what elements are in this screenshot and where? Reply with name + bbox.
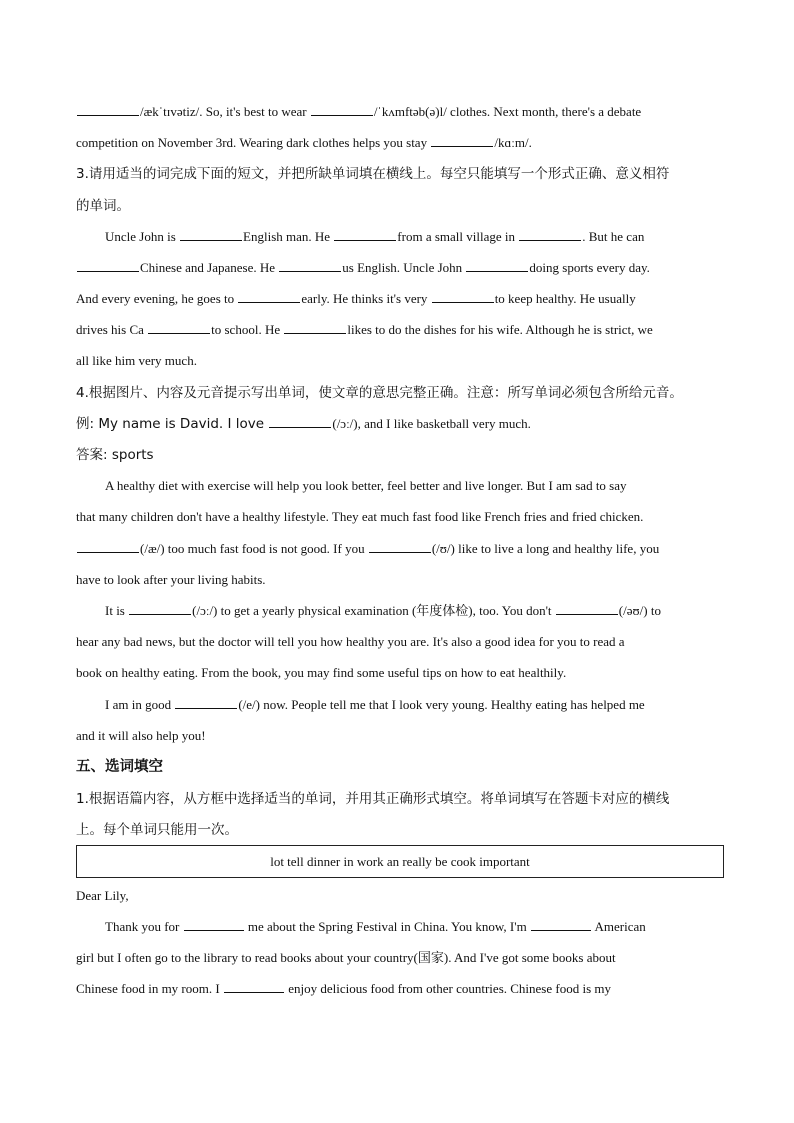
q3-text: us English. Uncle John	[342, 260, 466, 275]
q2-line-2	[76, 135, 726, 151]
q3-text: Chinese and Japanese. He	[140, 260, 279, 275]
answer-blank[interactable]	[284, 322, 346, 334]
section-heading: 五、选词填空	[76, 759, 163, 775]
answer-blank[interactable]	[238, 291, 300, 303]
s5-instruction-cont: 上。每个单词只能用一次。	[76, 822, 238, 838]
q4-paragraph-line: and it will also help you!	[76, 728, 206, 743]
answer-blank[interactable]	[279, 260, 341, 272]
q4-example	[76, 416, 726, 432]
q3-text: doing sports every day.	[529, 260, 650, 275]
q4-paragraph-line: book on healthy eating. From the book, you may find some useful tips on how to eat healthily.	[76, 665, 567, 680]
q3-text: from a small village in	[397, 229, 519, 244]
q4-paragraph-line	[105, 603, 726, 619]
answer-blank[interactable]	[311, 104, 373, 116]
q4-example-text: (/ɔː/), and I like basketball very much.	[332, 416, 531, 431]
answer-blank[interactable]	[556, 603, 618, 615]
q4-text: (/æ/) too much fast food is not good. If you	[140, 541, 368, 556]
q3-paragraph-line	[105, 229, 726, 245]
answer-blank[interactable]	[77, 541, 139, 553]
q3-text: Uncle John is	[105, 229, 180, 244]
answer-blank[interactable]	[77, 104, 139, 116]
q3-instruction: 3.请用适当的词完成下面的短文，并把所缺单词填在横线上。每空只能填写一个形式正确、意义相符	[76, 166, 670, 182]
q4-paragraph-line	[105, 697, 726, 713]
answer-blank[interactable]	[466, 260, 528, 272]
answer-blank[interactable]	[184, 919, 244, 931]
answer-blank[interactable]	[224, 981, 284, 993]
letter-line	[105, 919, 726, 935]
q4-text: (/ɔː/) to get a yearly physical examination (年度体检), too. You don't	[192, 603, 555, 618]
letter-text: enjoy delicious food from other countries. Chinese food is my	[284, 981, 611, 996]
q2-line-1	[76, 104, 726, 120]
letter-text: me about the Spring Festival in China. You know, I'm	[244, 919, 530, 934]
q3-text: likes to do the dishes for his wife. Although he is strict, we	[347, 322, 653, 337]
q4-example-text: 例: My name is David. I love	[76, 416, 269, 432]
q4-text: (/ʊ/) like to live a long and healthy life, you	[431, 541, 660, 556]
letter-text: Thank you for	[105, 919, 183, 934]
q4-text: (/əʊ/) to	[618, 603, 661, 618]
answer-blank[interactable]	[334, 229, 396, 241]
answer-blank[interactable]	[77, 260, 139, 272]
q3-paragraph-line	[76, 260, 726, 276]
q2-text: competition on November 3rd. Wearing dark clothes helps you stay	[76, 135, 431, 150]
answer-blank[interactable]	[148, 322, 210, 334]
q2-text: /ækˈtɪvətiz/. So, it's best to wear	[140, 104, 310, 119]
q4-paragraph-line: that many children don't have a healthy lifestyle. They eat much fast food like French fries and fried chicken.	[76, 509, 644, 524]
q3-text: to keep healthy. He usually	[494, 291, 636, 306]
q3-text: And every evening, he goes to	[76, 291, 238, 306]
word-bank-box	[76, 845, 724, 878]
answer-blank[interactable]	[432, 291, 494, 303]
q3-text: drives his Ca	[76, 322, 148, 337]
q4-example-answer	[76, 447, 726, 463]
q3-instruction-cont: 的单词。	[76, 198, 130, 214]
answer-blank[interactable]	[531, 919, 591, 931]
q4-paragraph-line	[76, 541, 726, 557]
q4-text: (/e/) now. People tell me that I look very young. Healthy eating has helped me	[238, 697, 645, 712]
answer-blank[interactable]	[269, 416, 331, 428]
letter-text: Chinese food in my room. I	[76, 981, 223, 996]
letter-text: American	[591, 919, 646, 934]
answer-blank[interactable]	[369, 541, 431, 553]
letter-greeting: Dear Lily,	[76, 888, 129, 903]
answer-blank[interactable]	[519, 229, 581, 241]
q2-text: /kɑːm/.	[494, 135, 532, 150]
word-bank-text: lot tell dinner in work an really be cook important	[270, 854, 530, 869]
answer-blank[interactable]	[180, 229, 242, 241]
q3-paragraph-line	[76, 322, 726, 338]
answer-blank[interactable]	[431, 135, 493, 147]
q3-text: . But he can	[582, 229, 645, 244]
q3-paragraph-line	[76, 291, 726, 307]
q4-text: I am in good	[105, 697, 175, 712]
q4-paragraph-line: hear any bad news, but the doctor will tell you how healthy you are. It's also a good idea for you to read a	[76, 634, 625, 649]
q4-instruction: 4.根据图片、内容及元音提示写出单词，使文章的意思完整正确。注意：所写单词必须包含所给元音。	[76, 385, 683, 401]
q4-paragraph-line: have to look after your living habits.	[76, 572, 266, 587]
answer-blank[interactable]	[129, 603, 191, 615]
q3-text: early. He thinks it's very	[301, 291, 431, 306]
s5-instruction: 1.根据语篇内容，从方框中选择适当的单词，并用其正确形式填空。将单词填写在答题卡对应的横线	[76, 791, 670, 807]
letter-line	[76, 981, 726, 997]
q4-text: It is	[105, 603, 129, 618]
letter-line: girl but I often go to the library to read books about your country(国家). And I've got some books about	[76, 950, 616, 965]
answer-blank[interactable]	[175, 697, 237, 709]
q4-answer-text: 答案: sports	[76, 447, 154, 463]
q4-paragraph-line: A healthy diet with exercise will help you look better, feel better and live longer. But I am sad to say	[105, 478, 627, 493]
q3-text: to school. He	[211, 322, 284, 337]
q3-text: English man. He	[243, 229, 334, 244]
q2-text: /ˈkʌmftəb(ə)l/ clothes. Next month, there's a debate	[373, 104, 642, 119]
q3-paragraph-line: all like him very much.	[76, 353, 197, 368]
